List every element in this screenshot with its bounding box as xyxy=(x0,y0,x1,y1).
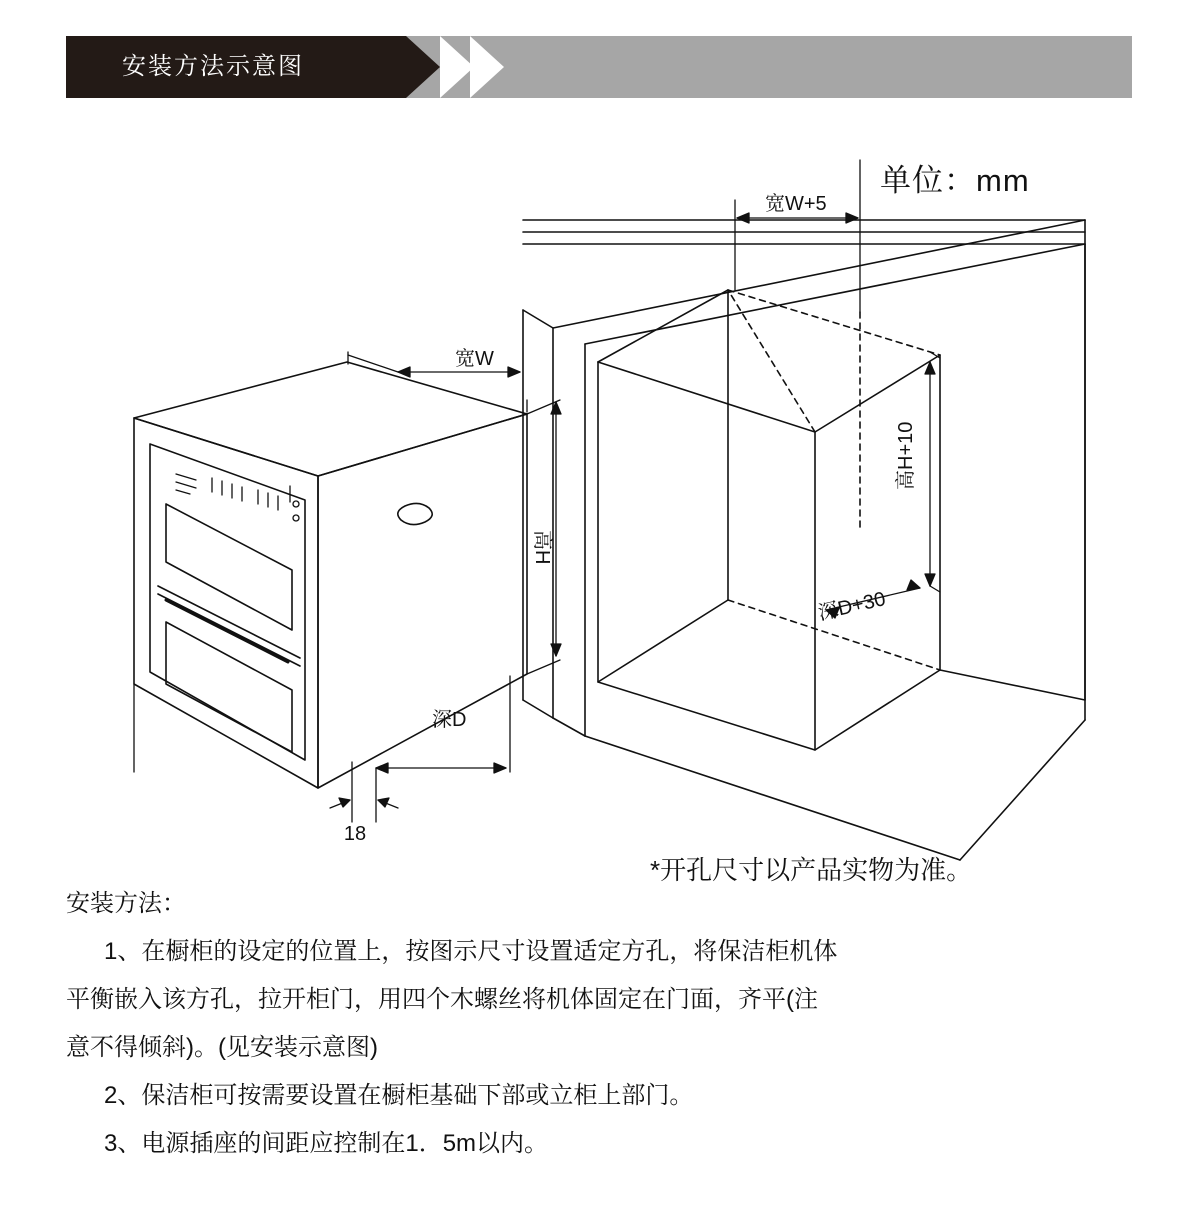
instruction-item-1b: 平衡嵌入该方孔，拉开柜门，用四个木螺丝将机体固定在门面，齐平(注 xyxy=(66,986,818,1013)
instructions-title: 安装方法： xyxy=(66,890,186,917)
unit-label: 单位：mm xyxy=(880,163,1030,198)
instruction-item-3: 3、电源插座的间距应控制在1．5m以内。 xyxy=(104,1130,549,1157)
section-header-banner xyxy=(66,36,1132,98)
instructions-block xyxy=(66,880,1126,1168)
dimension-width: 宽W xyxy=(455,348,494,370)
header-chevron-notch-icon xyxy=(440,36,474,98)
header-chevron-notch-icon xyxy=(470,36,504,98)
header-arrow-icon xyxy=(406,36,440,98)
dimension-front-thickness: 18 xyxy=(343,823,367,845)
dimension-width-outer: 宽W+5 xyxy=(765,193,827,215)
installation-diagram xyxy=(0,100,1200,885)
instruction-item-1a: 1、在橱柜的设定的位置上，按图示尺寸设置适定方孔，将保洁柜机体 xyxy=(104,938,838,965)
instruction-item-2: 2、保洁柜可按需要设置在橱柜基础下部或立柜上部门。 xyxy=(104,1082,694,1109)
dimension-height-outer: 高H+10 xyxy=(895,421,917,490)
instruction-item-1c: 意不得倾斜)。(见安装示意图) xyxy=(66,1034,378,1061)
page-title: 安装方法示意图 xyxy=(122,53,304,80)
dimension-height: 高H xyxy=(531,530,553,565)
dimension-depth: 深D xyxy=(432,709,467,731)
diagram-svg xyxy=(0,100,1200,880)
dimension-depth-outer: 深D+30 xyxy=(816,588,888,625)
diagram-note: *开孔尺寸以产品实物为准。 xyxy=(650,855,973,885)
